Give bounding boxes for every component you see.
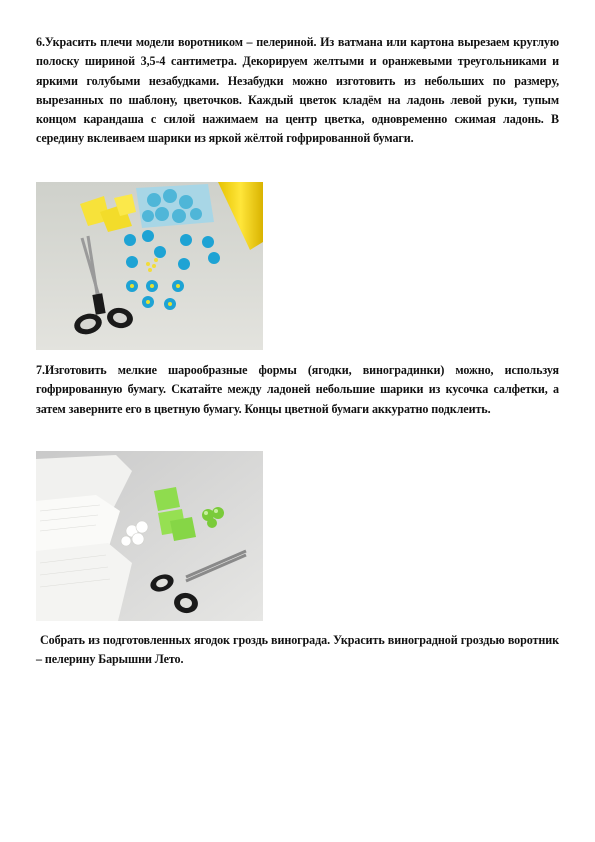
- paragraph-step-7: 7.Изготовить мелкие шарообразные формы (ягодки, виноградинки) можно, используя гофрированную бумагу. Скатайте между ладоней небольшие шарики из кусочка салфетки, а затем заверните его в цветную бумагу. Концы цветной бумаги аккуратно подклеить.: [36, 363, 559, 416]
- paragraph-step-6: 6.Украсить плечи модели воротником – пелериной. Из ватмана или картона вырезаем круглую полоску шириной 3,5-4 сантиметра. Декорируем желтыми и оранжевыми треугольниками и яркими голубыми незабудками. Незабудки можно изготовить из небольших по размеру, вырезанных по шаблону, цветочков. Каждый цветок кладём на ладонь левой руки, тупым концом карандаша с силой нажимаем на центр цветка, одновременно сжимая ладонь. В середину вклеиваем шарики из яркой жёлтой гофрированной бумаги.: [36, 35, 559, 146]
- photo-forget-me-not-flowers: [36, 182, 263, 350]
- paragraph-final-step: Собрать из подготовленных ягодок гроздь винограда. Украсить виноградной гроздью воротник – пелерину Барышни Лето.: [36, 633, 559, 667]
- photo-paper-berries: [36, 451, 263, 621]
